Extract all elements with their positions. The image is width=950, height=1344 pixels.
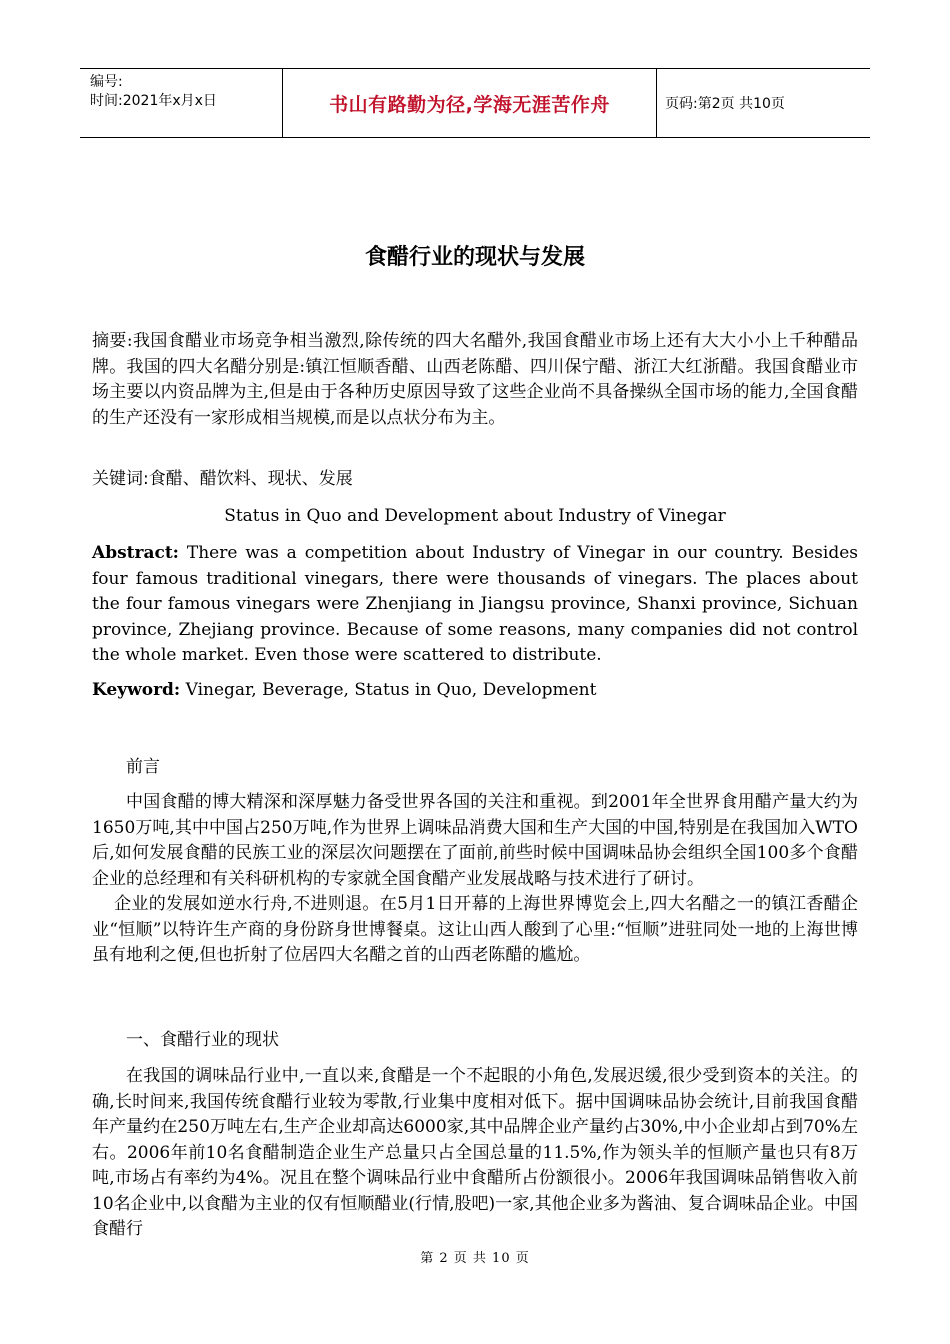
keywords-en [92, 678, 858, 704]
abstract-cn-text: :我国食醋业市场竞争相当激烈,除传统的四大名醋外,我国食醋业市场上还有大大小小上千种醋品牌。我国的四大名醋分别是:镇江恒顺香醋、山西老陈醋、四川保宁醋、浙江大红浙醋。我国食醋业市场主要以内资品牌为主,但是由于各种历史原因导致了这些企业尚不具备操纵全国市场的能力,全国食醋的生产还没有一家形成相当规模,而是以点状分布为主。 [92, 331, 858, 428]
page-title: 食醋行业的现状与发展 [364, 245, 585, 270]
abstract-en [92, 541, 858, 669]
number-label: 编号: [90, 74, 123, 90]
abstract-en-label: Abstract: [92, 543, 179, 563]
section1-heading: 一、食醋行业的现状 [126, 1030, 279, 1050]
page-footer: 第 2 页 共 10 页 [420, 1251, 530, 1266]
preface-paragraph-1: 中国食醋的博大精深和深厚魅力备受世界各国的关注和重视。到2001年全世界食用醋产量大约为1650万吨,其中中国占250万吨,作为世界上调味品消费大国和生产大国的中国,特别是在我国加入WTO后,如何发展食醋的民族工业的深层次问题摆在了面前,前些时候中国调味品协会组织全国100多个食醋企业的总经理和有关科研机构的专家就全国食醋产业发展战略与技术进行了研讨。 [92, 792, 858, 889]
abstract-en-text: There was a competition about Industry of Vinegar in our country. Besides four famous traditional vinegars, there were thousands of vinegars. The places about the four famous vinegars were Zhenjiang in Jiangsu province, Shanxi province, Sichuan province, Zhejiang province. Because of some reasons, many companies did not control the whole market. Even those were scattered to distribute. [92, 543, 858, 665]
section1-body [92, 1064, 858, 1243]
abstract-cn-label: 摘要 [92, 331, 127, 351]
keywords-en-label: Keyword: [92, 680, 181, 700]
preface-paragraph-2: 企业的发展如逆水行舟,不进则退。在5月1日开幕的上海世界博览会上,四大名醋之一的镇江香醋企业“恒顺”以特许生产商的身份跻身世博餐桌。这让山西人酸到了心里:“恒顺”进驻同处一地的上海世博虽有地利之便,但也折射了位居四大名醋之首的山西老陈醋的尴尬。 [92, 894, 858, 965]
keywords-en-text: Vinegar, Beverage, Status in Quo, Development [180, 680, 597, 700]
time-label: 时间:2021年x月x日 [90, 93, 217, 109]
preface-body [92, 790, 858, 969]
header-motto: 书山有路勤为径,学海无涯苦作舟 [283, 69, 657, 137]
section1-paragraph-1: 在我国的调味品行业中,一直以来,食醋是一个不起眼的小角色,发展迟缓,很少受到资本的关注。的确,长时间来,我国传统食醋行业较为零散,行业集中度相对低下。据中国调味品协会统计,目前我国食醋年产量约在250万吨左右,生产企业却高达6000家,其中品牌企业产量约占30%,中小企业却占到70%左右。2006年前10名食醋制造企业生产总量只占全国总量的11.5%,作为领头羊的恒顺产量也只有8万吨,市场占有率约为4%。况且在整个调味品行业中食醋所占份额很小。2006年我国调味品销售收入前10名企业中,以食醋为主业的仅有恒顺醋业(行情,股吧)一家,其他企业多为酱油、复合调味品企业。中国食醋行 [92, 1066, 858, 1239]
keywords-cn [92, 467, 858, 493]
keywords-cn-label: 关键词: [92, 469, 149, 489]
preface-heading: 前言 [126, 757, 160, 777]
keywords-cn-text: 食醋、醋饮料、现状、发展 [148, 469, 353, 489]
english-title: Status in Quo and Development about Industry of Vinegar [224, 506, 726, 526]
header-left-cell [80, 69, 283, 137]
abstract-cn [92, 329, 858, 431]
header-page-info: 页码:第2页 共10页 [665, 96, 785, 112]
header-table [80, 68, 870, 138]
